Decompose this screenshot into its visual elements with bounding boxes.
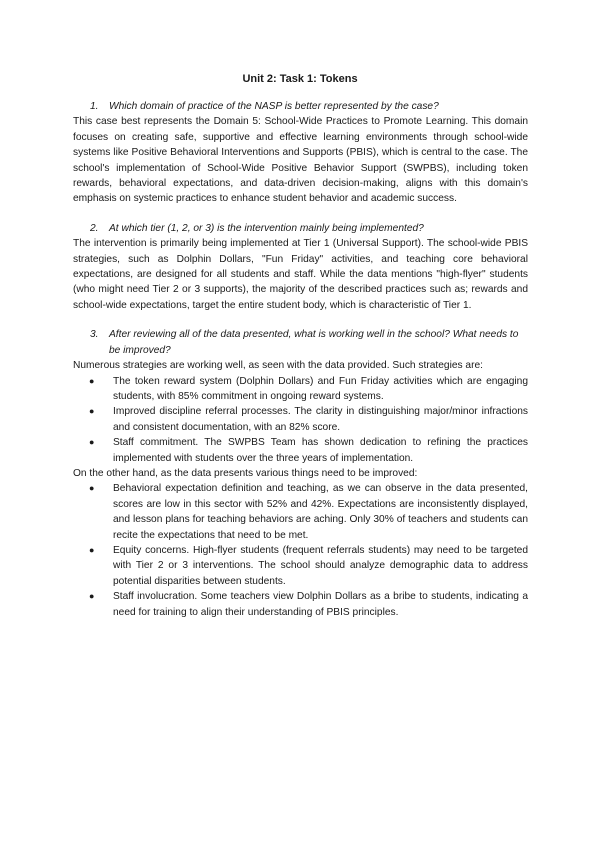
answer-1: This case best represents the Domain 5: School-Wide Practices to Promote Learning. This domain focuses on creating safe, supportive and effective learning environments through school-wide systems like Positive Behavioral Interventions and Supports (PBIS), which is central to the case. The school's implementation of School-Wide Positive Behavior Support (SWPBS), including token rewards, behavioral expectations, and data-driven decision-making, aligns with this domain's emphasis on systemic practices to enhance student behavior and academic success. <box>73 116 528 205</box>
document-body <box>73 99 528 620</box>
bullet-icon: ● <box>89 406 95 417</box>
bullet-icon: ● <box>89 437 95 448</box>
question-2 <box>90 221 528 236</box>
to-improve-intro: On the other hand, as the data presents various things need to be improved: <box>73 467 418 479</box>
list-item: ● Equity concerns. High-flyer students (frequent referrals students) may need to be targeted with Tier 2 or 3 interventions. The school should analyze demographic data to address potential disparities between students. <box>89 544 528 587</box>
list-item: ● Staff involucration. Some teachers view Dolphin Dollars as a bribe to students, indicating a need for training to align their understanding of PBIS principles. <box>89 591 528 618</box>
list-item: ● Behavioral expectation definition and teaching, as we can observe in the data presented, scores are low in this sector with 52% and 42%. Expectations are inconsistently displayed, and lesson plans for teaching behaviors are aching. Only 30% of teachers and students can recite the expectations that need to be met. <box>89 483 528 541</box>
answer-2: The intervention is primarily being implemented at Tier 1 (Universal Support). The school-wide PBIS strategies, such as Dolphin Dollars, "Fun Friday" activities, and teaching core behavioral expectations, are designed for all students and staff. While the data mentions "high-flyer" students (who might need Tier 2 or 3 supports), the majority of the described practices such as; rewards and school-wide expectations, target the entire student body, which is characteristic of Tier 1. <box>73 238 528 311</box>
list-item: ● Improved discipline referral processes. The clarity in distinguishing major/minor infractions and consistent documentation, with an 82% score. <box>89 406 528 433</box>
question-1-number: 1. <box>90 101 99 112</box>
bullet-icon: ● <box>89 375 95 386</box>
bullet-icon: ● <box>89 544 95 555</box>
list-item: ● The token reward system (Dolphin Dollars) and Fun Friday activities which are engaging students, with 85% commitment in ongoing reward systems. <box>89 375 528 402</box>
to-improve-list <box>73 481 528 620</box>
question-3-text: After reviewing all of the data presented, what is working well in the school? What needs to be improved? <box>109 329 519 356</box>
bullet-icon: ● <box>89 591 95 602</box>
working-well-list <box>73 374 528 466</box>
question-3 <box>90 327 528 358</box>
working-well-intro: Numerous strategies are working well, as seen with the data provided. Such strategies are: <box>73 360 483 372</box>
question-3-number: 3. <box>90 329 99 341</box>
list-item: ● Staff commitment. The SWPBS Team has shown dedication to refining the practices implemented with students over the three years of implementation. <box>89 437 528 464</box>
bullet-icon: ● <box>89 483 95 494</box>
question-1-text: Which domain of practice of the NASP is better represented by the case? <box>109 101 439 112</box>
question-2-text: At which tier (1, 2, or 3) is the intervention mainly being implemented? <box>109 222 424 234</box>
question-1 <box>90 99 528 114</box>
document-title: Unit 2: Task 1: Tokens <box>242 73 358 85</box>
question-2-number: 2. <box>90 222 99 234</box>
